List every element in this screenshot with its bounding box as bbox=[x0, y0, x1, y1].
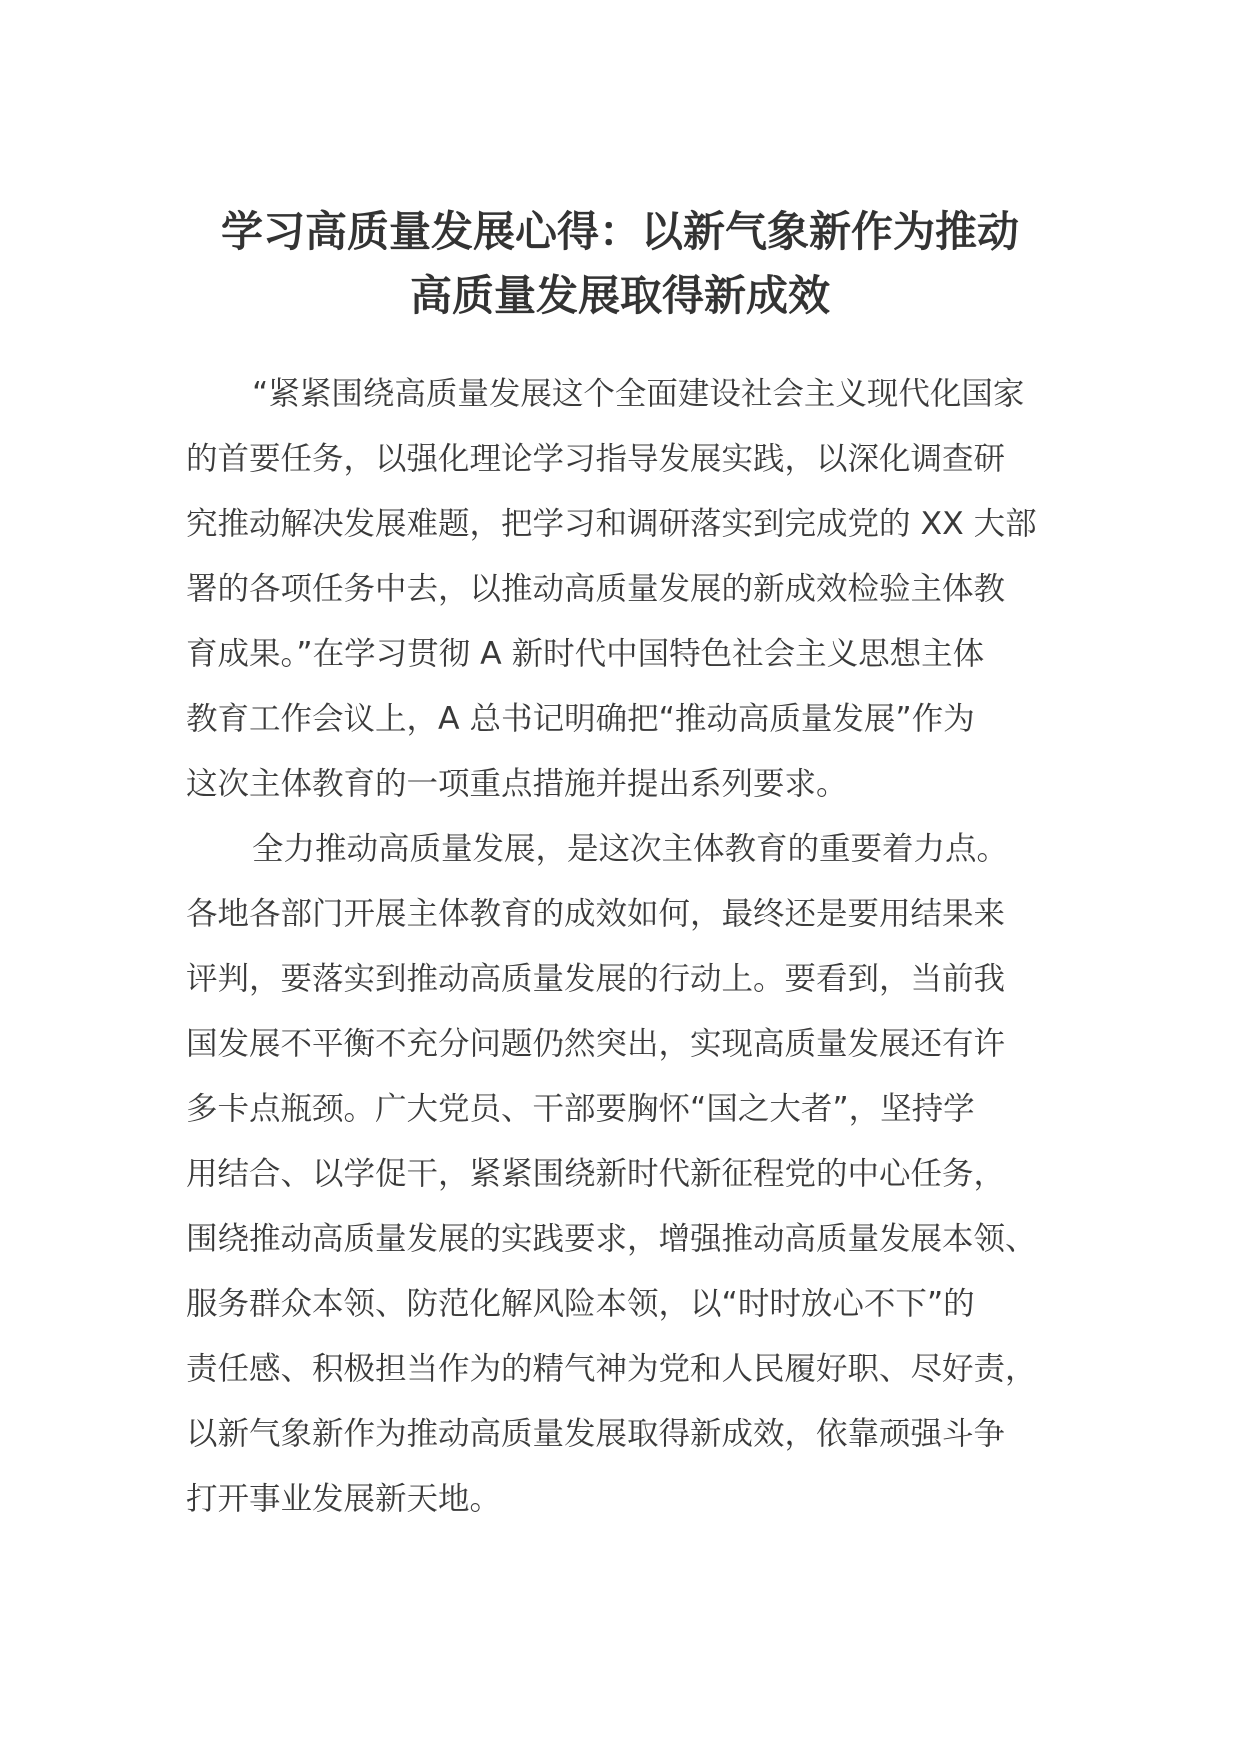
paragraph-line: “紧紧围绕高质量发展这个全面建设社会主义现代化国家 bbox=[252, 376, 1025, 412]
document-title bbox=[185, 200, 1055, 328]
paragraph-line: 究推动解决发展难题，把学习和调研落实到完成党的 XX 大部 bbox=[186, 506, 1037, 542]
paragraph-line: 全力推动高质量发展，是这次主体教育的重要着力点。 bbox=[252, 831, 1009, 867]
paragraph-line: 教育工作会议上，A 总书记明确把“推动高质量发展”作为 bbox=[186, 701, 975, 737]
paragraph-line: 以新气象新作为推动高质量发展取得新成效，依靠顽强斗争 bbox=[186, 1416, 1006, 1452]
paragraph-line: 用结合、以学促干，紧紧围绕新时代新征程党的中心任务， bbox=[186, 1156, 1006, 1192]
paragraph-line: 评判，要落实到推动高质量发展的行动上。要看到，当前我 bbox=[186, 961, 1006, 997]
paragraph-line: 多卡点瓶颈。广大党员、干部要胸怀“国之大者”，坚持学 bbox=[186, 1091, 975, 1127]
paragraph-line: 这次主体教育的一项重点措施并提出系列要求。 bbox=[186, 766, 848, 802]
paragraph-1 bbox=[186, 362, 1056, 817]
paragraph-line: 各地各部门开展主体教育的成效如何，最终还是要用结果来 bbox=[186, 896, 1006, 932]
paragraph-line: 署的各项任务中去，以推动高质量发展的新成效检验主体教 bbox=[186, 571, 1006, 607]
paragraph-line: 服务群众本领、防范化解风险本领，以“时时放心不下”的 bbox=[186, 1286, 975, 1322]
paragraph-line: 责任感、积极担当作为的精气神为党和人民履好职、尽好责， bbox=[186, 1351, 1037, 1387]
paragraph-2 bbox=[186, 817, 1056, 1532]
title-line-1: 学习高质量发展心得：以新气象新作为推动 bbox=[220, 207, 1019, 256]
paragraph-line: 育成果。”在学习贯彻 A 新时代中国特色社会主义思想主体 bbox=[186, 636, 985, 672]
paragraph-line: 打开事业发展新天地。 bbox=[186, 1481, 502, 1517]
document-body bbox=[186, 362, 1056, 1532]
title-line-2: 高质量发展取得新成效 bbox=[409, 271, 830, 320]
paragraph-line: 国发展不平衡不充分问题仍然突出，实现高质量发展还有许 bbox=[186, 1026, 1006, 1062]
paragraph-line: 围绕推动高质量发展的实践要求，增强推动高质量发展本领、 bbox=[186, 1221, 1037, 1257]
paragraph-line: 的首要任务，以强化理论学习指导发展实践，以深化调查研 bbox=[186, 441, 1006, 477]
